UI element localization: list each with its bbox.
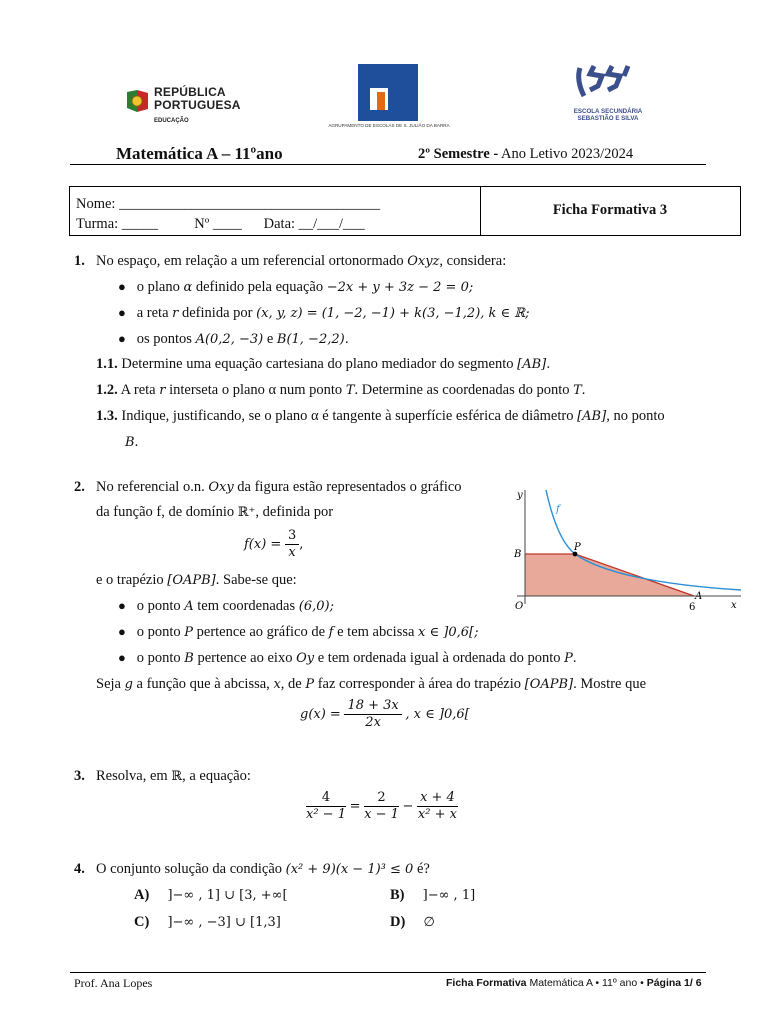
q4-number: 4.: [74, 861, 85, 877]
q4-option-C[interactable]: C) ]−∞ , −3] ∪ [1,3]: [134, 914, 281, 930]
q3-text: Resolva, em ℝ, a equação:: [96, 768, 251, 784]
numero-field: Nº ____: [194, 216, 242, 232]
q1-bullet-line: ● a reta r definida por (x, y, z) = (1, −2, −1) + k(3, −1,2), k ∈ ℝ;: [118, 305, 530, 321]
q2-line4: Seja g a função que à abcissa, x, de P faz corresponder à área do trapézio [OAPB]. Mostre que: [96, 676, 647, 692]
q2-line3: e o trapézio [OAPB]. Sabe-se que:: [96, 572, 297, 588]
q2-line2: da função f, de domínio ℝ⁺, definida por: [96, 504, 334, 520]
agrupamento-logo: [325, 64, 453, 132]
semester: 2º Semestre -: [418, 146, 499, 162]
class-fields: [76, 216, 365, 233]
date-field: Data: __/___/___: [263, 216, 365, 232]
q2-bullet-A: ● o ponto A tem coordenadas (6,0);: [118, 598, 334, 614]
q4-text: O conjunto solução da condição (x² + 9)(x − 1)³ ≤ 0 é?: [96, 861, 430, 877]
name-field: Nome: ____________________________________: [76, 196, 381, 212]
footer-info: [446, 977, 702, 989]
republica-portuguesa-logo: [124, 84, 254, 132]
q1-bullet-points: ● os pontos A(0,2, −3) e B(1, −2,2).: [118, 331, 349, 347]
q1-intro: No espaço, em relação a um referencial ortonormado Oxyz, considera:: [96, 253, 507, 269]
footer-page: Página 1/ 6: [646, 977, 702, 989]
fig-label-B: B: [514, 549, 522, 560]
q1-3: 1.3. Indique, justificando, se o plano α é tangente à superfície esférica de diâmetro [AB], no ponto: [96, 408, 665, 424]
fig-label-x: x: [731, 600, 737, 611]
logo-rp-line2: PORTUGUESA: [154, 98, 241, 112]
escola-line1: ESCOLA SECUNDÁRIA: [573, 108, 643, 115]
page-title: Matemática A – 11ºano: [116, 144, 283, 163]
q4-option-D[interactable]: D) ∅: [390, 914, 435, 930]
fig-label-O: O: [515, 601, 524, 612]
footer-ficha: Ficha Formativa: [446, 977, 527, 989]
q1-number: 1.: [74, 253, 85, 269]
trapezoid-OAPB: [525, 554, 694, 596]
flag-emblem-icon: [124, 88, 150, 114]
g-formula: g(x) = $\frac{18 + 3x}{2x}$ , x ∈ ]0,6[: [300, 698, 470, 730]
q1-2: 1.2. A reta r interseta o plano α num ponto T. Determine as coordenadas do ponto T.: [96, 382, 586, 398]
header-divider: [70, 164, 706, 165]
logo-rp-line1: REPÚBLICA: [154, 85, 226, 99]
escola-logo: [566, 62, 650, 132]
student-info-box: [69, 186, 741, 236]
fig-label-A: A: [695, 591, 703, 602]
logo-building-icon: [358, 64, 418, 118]
fig-label-y: y: [517, 490, 523, 501]
q2-number: 2.: [74, 479, 85, 495]
q3-number: 3.: [74, 768, 85, 784]
q2-figure: [495, 486, 745, 614]
q2-bullet-B: ● o ponto B pertence ao eixo Oy e tem ordenada igual à ordenada do ponto P.: [118, 650, 577, 666]
escola-line2: SEBASTIÃO E SILVA: [577, 115, 639, 122]
agrupamento-caption: AGRUPAMENTO DE ESCOLAS DE S. JULIÃO DA BARRA: [328, 123, 450, 128]
footer-divider: [70, 972, 706, 973]
q4-option-A[interactable]: A) ]−∞ , 1] ∪ [3, +∞[: [134, 887, 288, 903]
fig-label-six: 6: [689, 602, 696, 613]
esss-mark-icon: [572, 62, 632, 102]
fig-label-P: P: [574, 542, 581, 553]
school-year: Ano Letivo 2023/2024: [501, 146, 634, 162]
worksheet-title: Ficha Formativa 3: [552, 202, 668, 218]
footer-author: Prof. Ana Lopes: [74, 976, 153, 990]
q1-3-cont: B.: [125, 434, 139, 450]
fig-label-f: f: [556, 504, 560, 515]
q3-equation: $\frac{4}{\text{x² − 1}}$ = $\frac{2}{x - 1}$ − $\frac{x + 4}{\text{x² + x}}$: [306, 790, 457, 822]
q1-1: 1.1. Determine uma equação cartesiana do plano mediador do segmento [AB].: [96, 356, 551, 372]
f-definition: f(x) = $\frac{3}{x}$ ,: [244, 528, 304, 560]
turma-field: Turma: _____: [76, 216, 159, 232]
q1-bullet-plane: ● o plano α definido pela equação −2x + y + 3z − 2 = 0;: [118, 279, 474, 295]
logo-rp-line3: EDUCAÇÃO: [154, 118, 189, 124]
semester-year: [418, 146, 633, 163]
q4-option-B[interactable]: B) ]−∞ , 1]: [390, 887, 476, 903]
q2-line1: No referencial o.n. Oxy da figura estão representados o gráfico: [96, 479, 462, 495]
q2-bullet-P: ● o ponto P pertence ao gráfico de f e tem abcissa x ∈ ]0,6[;: [118, 624, 479, 640]
footer-subject: Matemática A • 11º ano •: [529, 977, 644, 989]
